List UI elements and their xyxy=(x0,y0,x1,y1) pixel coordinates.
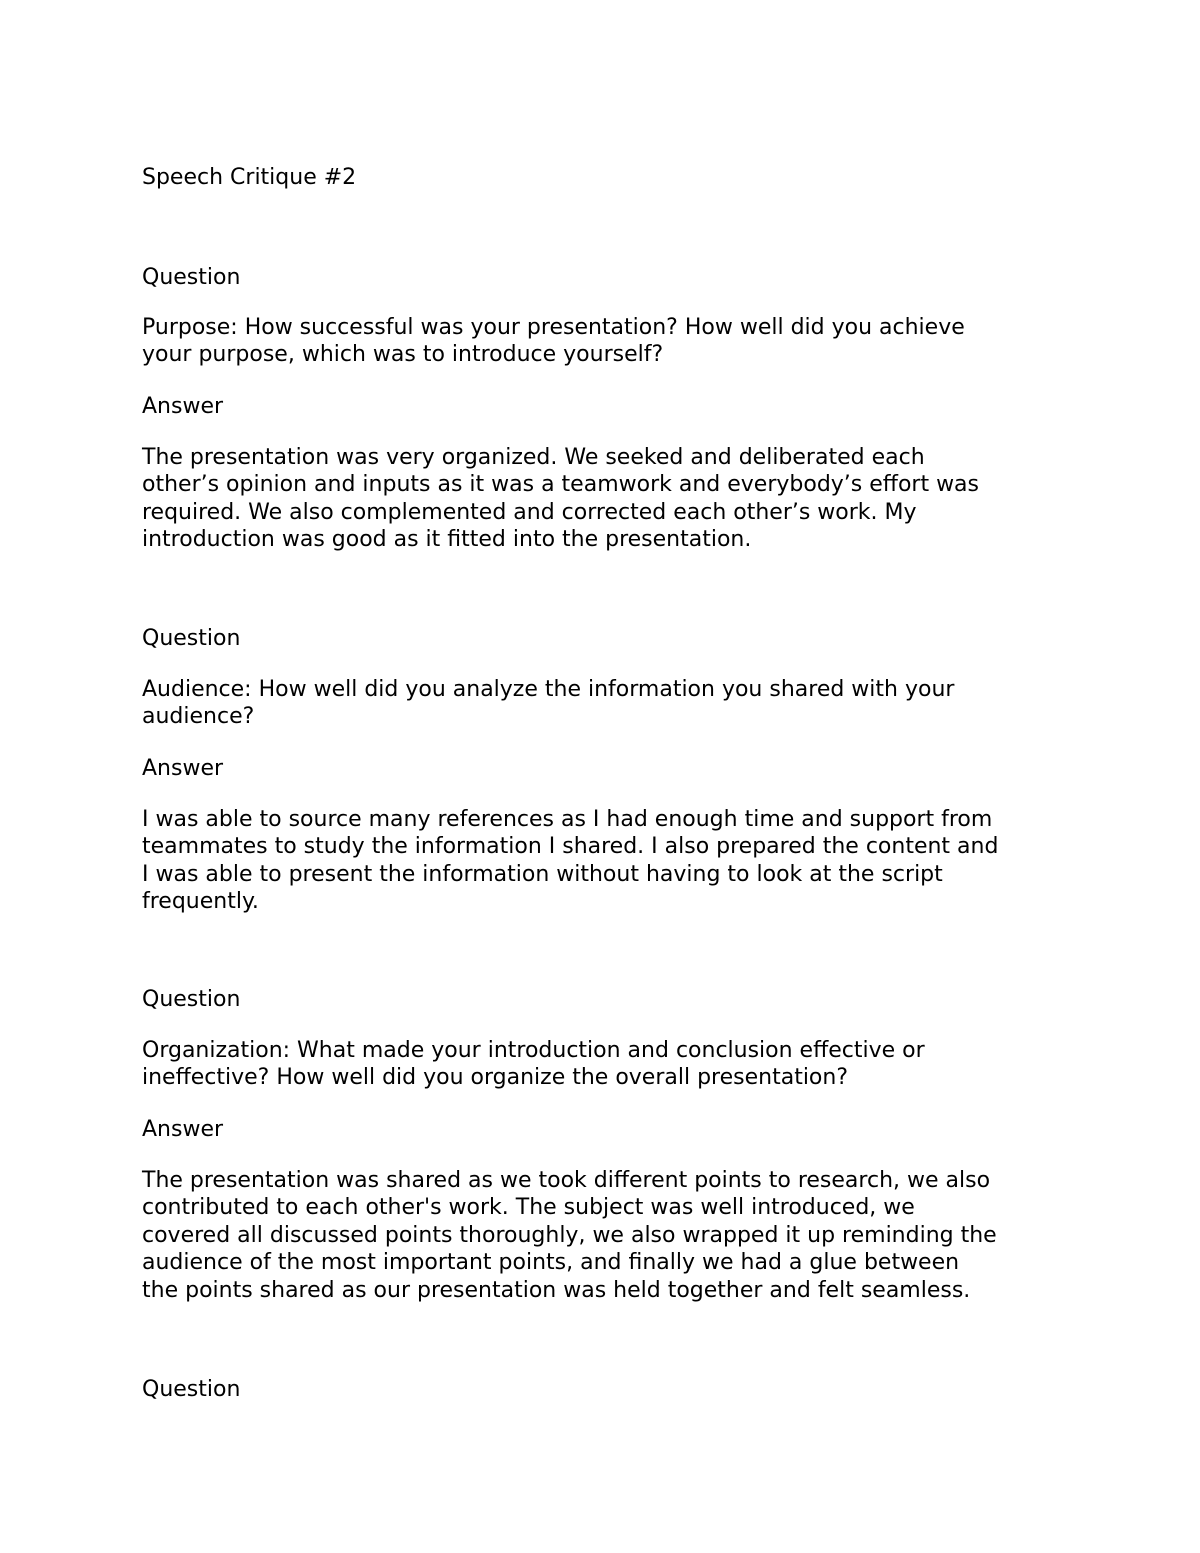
answer-text-line: required. We also complemented and corrected each other’s work. My xyxy=(142,499,917,525)
question-label: Question xyxy=(142,1377,241,1402)
question-text-line: Audience: How well did you analyze the information you shared with your xyxy=(142,677,955,702)
question-text-line: Organization: What made your introduction and conclusion effective or xyxy=(142,1038,925,1063)
answer-label: Answer xyxy=(142,1117,224,1142)
answer-text-line: I was able to present the information without having to look at the script xyxy=(142,861,943,887)
answer-text-line: The presentation was shared as we took different points to research, we also xyxy=(142,1168,991,1193)
answer-text-line: contributed to each other's work. The subject was well introduced, we xyxy=(142,1195,915,1221)
question-text-line: your purpose, which was to introduce yourself? xyxy=(142,342,664,368)
answer-label: Answer xyxy=(142,756,224,781)
question-label: Question xyxy=(142,626,241,651)
question-text-line: audience? xyxy=(142,704,255,730)
answer-text-line: audience of the most important points, and finally we had a glue between xyxy=(142,1250,960,1276)
answer-text-line: introduction was good as it fitted into the presentation. xyxy=(142,527,752,553)
answer-text-line: the points shared as our presentation was held together and felt seamless. xyxy=(142,1277,971,1303)
answer-text-line: The presentation was very organized. We seeked and deliberated each xyxy=(142,445,925,470)
question-label: Question xyxy=(142,265,241,290)
question-text-line: ineffective? How well did you organize the overall presentation? xyxy=(142,1065,849,1091)
question-label: Question xyxy=(142,987,241,1012)
answer-text-line: I was able to source many references as I had enough time and support from xyxy=(142,807,993,832)
document-title: Speech Critique #2 xyxy=(142,165,357,190)
answer-text-line: teammates to study the information I shared. I also prepared the content and xyxy=(142,834,999,860)
answer-text-line: frequently. xyxy=(142,889,259,915)
answer-text-line: covered all discussed points thoroughly, we also wrapped it up reminding the xyxy=(142,1222,997,1248)
answer-label: Answer xyxy=(142,394,224,419)
answer-text-line: other’s opinion and inputs as it was a teamwork and everybody’s effort was xyxy=(142,472,979,498)
question-text-line: Purpose: How successful was your presentation? How well did you achieve xyxy=(142,315,965,340)
